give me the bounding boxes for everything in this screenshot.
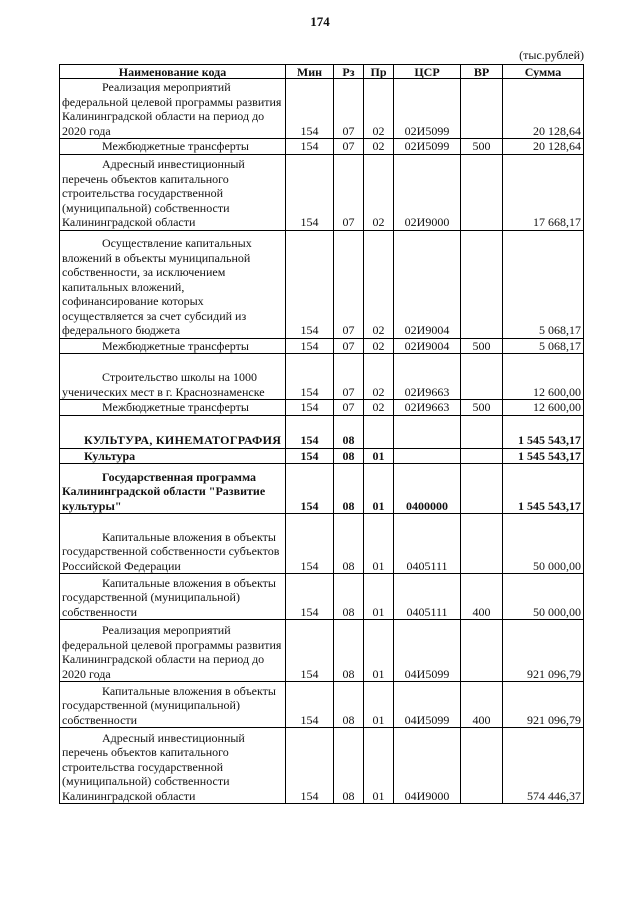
table-row [60,79,584,139]
row-name: Реализация мероприятий федеральной целевой программы развития Калининградской области на период до 2020 года [60,620,286,682]
row-name: Капитальные вложения в объекты государственной собственности субъектов Российской Федерации [60,514,286,574]
row-rz: 08 [334,464,364,514]
row-pr: 01 [364,464,394,514]
row-min: 154 [286,448,334,464]
row-sum: 574 446,37 [503,728,584,804]
row-name: Осуществление капитальных вложений в объекты муниципальной собственности, за исключением капитальных вложений, софинансирование которых осуществляется за счет субсидий из федерального бюджета [60,230,286,338]
row-csr: 0405111 [394,514,461,574]
row-name: Культура [60,448,286,464]
row-vr: 500 [461,139,503,155]
row-rz: 08 [334,514,364,574]
budget-table [59,64,584,804]
row-rz: 08 [334,728,364,804]
row-min: 154 [286,620,334,682]
row-csr: 04И5099 [394,620,461,682]
table-row [60,354,584,400]
units-label: (тыс.рублей) [519,48,584,62]
row-sum: 12 600,00 [503,400,584,416]
row-min: 154 [286,400,334,416]
row-csr [394,448,461,464]
row-vr [461,354,503,400]
row-vr [461,415,503,448]
row-sum: 17 668,17 [503,154,584,230]
row-pr: 01 [364,728,394,804]
row-rz: 08 [334,415,364,448]
row-name: Адресный инвестиционный перечень объектов капитального строительства государственной (муниципальной) собственности Калининградской области [60,154,286,230]
row-vr [461,230,503,338]
row-vr [461,514,503,574]
row-min: 154 [286,682,334,728]
row-rz: 08 [334,448,364,464]
row-sum: 921 096,79 [503,620,584,682]
row-vr [461,620,503,682]
table-row [60,574,584,620]
row-pr: 01 [364,682,394,728]
row-pr: 02 [364,79,394,139]
table-row [60,415,584,448]
header-rz: Рз [334,65,364,79]
row-pr: 01 [364,448,394,464]
row-pr: 02 [364,400,394,416]
table-row [60,514,584,574]
table-row [60,338,584,354]
row-name: Межбюджетные трансферты [60,338,286,354]
table-row [60,154,584,230]
row-min: 154 [286,338,334,354]
row-csr: 02И9000 [394,154,461,230]
row-min: 154 [286,354,334,400]
row-sum: 20 128,64 [503,79,584,139]
row-sum: 921 096,79 [503,682,584,728]
row-rz: 07 [334,354,364,400]
row-vr [461,79,503,139]
row-name: Государственная программа Калининградской области "Развитие культуры" [60,464,286,514]
row-vr: 500 [461,400,503,416]
row-rz: 07 [334,230,364,338]
row-vr [461,464,503,514]
header-pr: Пр [364,65,394,79]
row-sum: 50 000,00 [503,514,584,574]
row-pr [364,415,394,448]
row-rz: 07 [334,79,364,139]
header-csr: ЦСР [394,65,461,79]
row-csr: 02И5099 [394,139,461,155]
row-rz: 07 [334,338,364,354]
row-vr: 400 [461,682,503,728]
row-csr: 02И9004 [394,338,461,354]
row-sum: 20 128,64 [503,139,584,155]
row-pr: 02 [364,139,394,155]
row-csr: 02И9004 [394,230,461,338]
row-pr: 02 [364,230,394,338]
header-name: Наименование кода [60,65,286,79]
row-name: Реализация мероприятий федеральной целевой программы развития Калининградской области на период до 2020 года [60,79,286,139]
row-min: 154 [286,230,334,338]
page-number: 174 [310,14,330,29]
row-csr: 02И9663 [394,354,461,400]
row-rz: 08 [334,620,364,682]
row-pr: 02 [364,354,394,400]
header-sum: Сумма [503,65,584,79]
row-sum: 1 545 543,17 [503,448,584,464]
row-min: 154 [286,574,334,620]
row-sum: 5 068,17 [503,230,584,338]
row-min: 154 [286,514,334,574]
header-min: Мин [286,65,334,79]
table-row [60,448,584,464]
row-rz: 08 [334,682,364,728]
row-sum: 1 545 543,17 [503,464,584,514]
table-row [60,464,584,514]
row-vr [461,154,503,230]
row-rz: 07 [334,139,364,155]
table-header-row [60,65,584,79]
table-row [60,620,584,682]
row-rz: 07 [334,400,364,416]
row-vr: 400 [461,574,503,620]
row-csr: 02И5099 [394,79,461,139]
row-vr [461,728,503,804]
row-name: Капитальные вложения в объекты государственной (муниципальной) собственности [60,574,286,620]
row-sum: 5 068,17 [503,338,584,354]
row-rz: 08 [334,574,364,620]
row-min: 154 [286,728,334,804]
row-name: Межбюджетные трансферты [60,139,286,155]
row-rz: 07 [334,154,364,230]
row-csr: 02И9663 [394,400,461,416]
row-name: КУЛЬТУРА, КИНЕМАТОГРАФИЯ [60,415,286,448]
row-min: 154 [286,139,334,155]
row-min: 154 [286,464,334,514]
row-vr: 500 [461,338,503,354]
row-csr: 0400000 [394,464,461,514]
row-csr: 04И9000 [394,728,461,804]
header-vr: ВР [461,65,503,79]
row-pr: 01 [364,620,394,682]
row-min: 154 [286,154,334,230]
row-sum: 12 600,00 [503,354,584,400]
row-pr: 02 [364,338,394,354]
table-row [60,682,584,728]
row-name: Строительство школы на 1000 ученических мест в г. Краснознаменске [60,354,286,400]
row-sum: 50 000,00 [503,574,584,620]
row-csr: 04И5099 [394,682,461,728]
table-row [60,139,584,155]
row-csr [394,415,461,448]
row-name: Адресный инвестиционный перечень объектов капитального строительства государственной (муниципальной) собственности Калининградской области [60,728,286,804]
row-min: 154 [286,79,334,139]
row-min: 154 [286,415,334,448]
row-csr: 0405111 [394,574,461,620]
table-row [60,400,584,416]
row-vr [461,448,503,464]
row-sum: 1 545 543,17 [503,415,584,448]
table-row [60,230,584,338]
row-pr: 01 [364,574,394,620]
row-pr: 01 [364,514,394,574]
row-pr: 02 [364,154,394,230]
row-name: Межбюджетные трансферты [60,400,286,416]
row-name: Капитальные вложения в объекты государственной (муниципальной) собственности [60,682,286,728]
table-row [60,728,584,804]
